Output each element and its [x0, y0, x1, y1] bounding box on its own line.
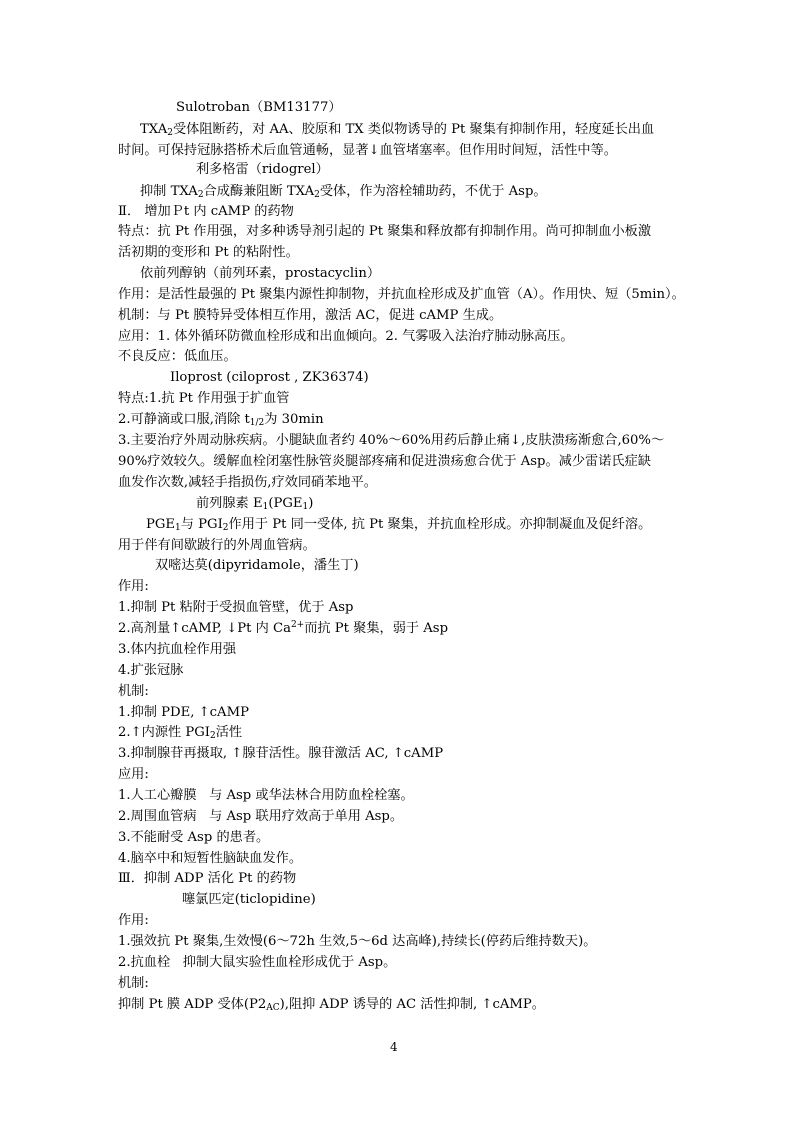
- paragraph-line: 1.人工心瓣膜 与 Asp 或华法林合用防血栓栓塞。: [118, 788, 414, 803]
- paragraph-line: 血发作次数,减轻手指损伤,疗效同硝苯地平。: [118, 475, 377, 490]
- paragraph-line: 用于伴有间歇跛行的外周血管病。: [118, 538, 316, 553]
- heading-sulotroban: Sulotroban（BM13177）: [176, 100, 342, 115]
- heading-ticlopidine: 噻氯匹定(ticlopidine): [182, 892, 316, 907]
- paragraph-line: 1.抑制 PDE, ↑cAMP: [118, 705, 249, 720]
- paragraph-line: 机制:: [118, 684, 149, 699]
- section-heading-3: Ⅲ．抑制 ADP 活化 Pt 的药物: [118, 871, 297, 886]
- paragraph-line: 机制：与 Pt 膜特异受体相互作用，激活 AC，促进 cAMP 生成。: [118, 308, 503, 323]
- paragraph-line: 特点：抗 Pt 作用强，对多种诱导剂引起的 Pt 聚集和释放都有抑制作用。尚可抑制血小板激: [118, 224, 652, 239]
- paragraph-line: 4.扩张冠脉: [118, 663, 184, 678]
- paragraph-line: 抑制 $TXA_2$合成酶兼阻断 $TXA_2$受体，作为溶栓辅助药，不优于 Asp。: [140, 184, 547, 200]
- paragraph-line: 2.周围血管病 与 Asp 联用疗效高于单用 Asp。: [118, 809, 404, 824]
- paragraph-line: 作用:: [118, 579, 149, 594]
- paragraph-line: 机制:: [118, 976, 149, 991]
- paragraph-line: 3.不能耐受 Asp 的患者。: [118, 830, 270, 845]
- heading-prostacyclin: 依前列醇钠（前列环素，prostacyclin）: [140, 266, 381, 281]
- heading-ridogrel: 利多格雷（ridogrel）: [196, 162, 329, 177]
- section-heading-2: Ⅱ． 增加Ｐt 内 cAMP 的药物: [118, 204, 294, 219]
- paragraph-line: 2.抗血栓 抑制大鼠实验性血栓形成优于 Asp。: [118, 955, 397, 970]
- paragraph-line: 时间。可保持冠脉搭桥术后血管通畅，显著↓血管堵塞率。但作用时间短，活性中等。: [118, 143, 617, 158]
- paragraph-line: 2.↑内源性 $PGI_2$活性: [118, 725, 243, 741]
- heading-dipyridamole: 双嘧达莫(dipyridamole，潘生丁): [155, 558, 359, 573]
- paragraph-line: 3.主要治疗外周动脉疾病。小腿缺血者约 40%～60%用药后静止痛↓,皮肤溃疡渐愈合,60%～: [118, 433, 665, 448]
- paragraph-line: 应用:: [118, 767, 149, 782]
- heading-pge1: 前列腺素 $E_1(PGE_1)$: [196, 496, 314, 512]
- paragraph-line: 1.强效抗 Pt 聚集,生效慢(6～72h 生效,5～6d 达高峰),持续长(停药后维持数天)。: [118, 934, 597, 949]
- paragraph-line: $TXA_2$受体阻断药，对 AA、胶原和 TX 类似物诱导的 Pt 聚集有抑制作用，轻度延长出血: [140, 122, 655, 138]
- paragraph-line: 2.高剂量↑cAMP, ↓Pt 内 $Ca^{2+}$而抗 Pt 聚集，弱于 Asp: [118, 620, 449, 636]
- paragraph-line: 3.体内抗血栓作用强: [118, 642, 237, 657]
- paragraph-line: 4.脑卒中和短暂性脑缺血发作。: [118, 851, 303, 866]
- paragraph-line: 3.抑制腺苷再摄取, ↑腺苷活性。腺苷激活 AC, ↑cAMP: [118, 746, 444, 761]
- paragraph-line: 2.可静滴或口服,消除 $t_{1/2}$为 30min: [118, 412, 324, 428]
- paragraph-line: 抑制 Pt 膜 ADP 受体$(P2_{AC})$,阻抑 ADP 诱导的 AC 活性抑制, ↑cAMP。: [118, 997, 545, 1013]
- paragraph-line: 90%疗效较久。缓解血栓闭塞性脉管炎腿部疼痛和促进溃疡愈合优于 Asp。减少雷诺氏症缺: [118, 454, 651, 469]
- page-number: 4: [390, 1040, 398, 1054]
- paragraph-line: 活初期的变形和 Pt 的粘附性。: [118, 245, 299, 260]
- paragraph-line: 作用：是活性最强的 Pt 聚集内源性抑制物，并抗血栓形成及扩血管（A）。作用快、短（5min）。: [118, 287, 685, 302]
- paragraph-line: 作用:: [118, 913, 149, 928]
- paragraph-line: 1.抑制 Pt 粘附于受损血管壁，优于 Asp: [118, 600, 354, 615]
- paragraph-line: 不良反应：低血压。: [118, 349, 237, 364]
- paragraph-line: $PGE_1$与 $PGI_2$作用于 Pt 同一受体, 抗 Pt 聚集，并抗血栓形成。亦抑制凝血及促纤溶。: [146, 517, 652, 533]
- paragraph-line: 应用：1. 体外循环防微血栓形成和出血倾向。2. 气雾吸入法治疗肺动脉高压。: [118, 329, 574, 344]
- heading-iloprost: Iloprost (ciloprost , ZK36374): [170, 370, 369, 385]
- paragraph-line: 特点:1.抗 Pt 作用强于扩血管: [118, 391, 290, 406]
